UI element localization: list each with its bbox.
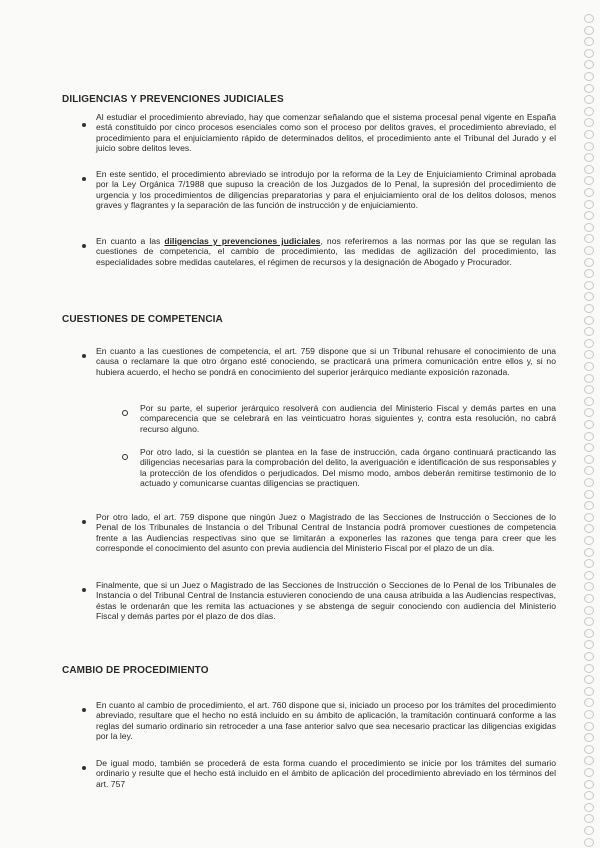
binder-hole xyxy=(584,95,594,104)
binder-hole xyxy=(584,14,594,23)
binder-hole xyxy=(584,826,594,835)
binder-hole xyxy=(584,374,594,383)
binder-hole xyxy=(584,269,594,278)
paragraph: Al estudiar el procedimiento abreviado, hay que comenzar señalando que el sistema procesal penal vigente en España está constituido por cinco procesos esenciales como son el proceso por delitos graves, el procedimiento abreviado, el procedimiento para el enjuiciamiento rápido de determinados delitos, el procedimiento ante el Tribunal del Jurado y el juicio sobre delitos leves. xyxy=(96,112,556,154)
binder-hole xyxy=(584,281,594,290)
binder-hole xyxy=(584,200,594,209)
binder-hole xyxy=(584,814,594,823)
bullet-icon xyxy=(82,177,86,181)
sub-bullet-icon xyxy=(122,410,128,416)
paragraph-text: , nos referiremos a las normas por las que se regulan las cuestiones de competencia, el cambio de procedimiento, las medidas de agilización del procedimiento, las especialidades sobre medidas cautelares, el régimen de recursos y la designación de Abogado y Procurador. xyxy=(96,236,556,267)
binder-hole xyxy=(584,675,594,684)
bullet-icon xyxy=(82,244,86,248)
binder-hole xyxy=(584,617,594,626)
bullet-icon xyxy=(82,354,86,358)
binder-hole xyxy=(584,327,594,336)
binder-hole xyxy=(584,664,594,673)
section-title-competencia: CUESTIONES DE COMPETENCIA xyxy=(62,314,223,325)
binder-hole xyxy=(584,142,594,151)
binder-hole xyxy=(584,339,594,348)
bullet-icon xyxy=(82,588,86,592)
binder-hole xyxy=(584,490,594,499)
section-title-diligencias: DILIGENCIAS Y PREVENCIONES JUDICIALES xyxy=(62,94,284,105)
binder-hole xyxy=(584,350,594,359)
binder-hole xyxy=(584,60,594,69)
binder-hole xyxy=(584,165,594,174)
paragraph: Por otro lado, el art. 759 dispone que ningún Juez o Magistrado de las Secciones de Instrucción o Secciones de lo Penal de los Tribunales de Instancia o del Tribunal Central de Instancia podrá promover cuestiones de competencia frente a las Audiencias respectivas sino que se limitarán a exponerles las razones que tenga para creer que les corresponde el conocimiento del asunto con previa audiencia del Ministerio Fiscal por el plazo de un día. xyxy=(96,512,556,554)
binder-hole xyxy=(584,26,594,35)
binder-hole xyxy=(584,745,594,754)
binder-hole xyxy=(584,455,594,464)
binder-hole xyxy=(584,432,594,441)
binder-hole xyxy=(584,118,594,127)
binder-hole xyxy=(584,292,594,301)
emphasis-text: diligencias y prevenciones judiciales xyxy=(164,236,321,246)
binder-hole xyxy=(584,362,594,371)
bullet-icon xyxy=(82,520,86,524)
sub-paragraph: Por otro lado, si la cuestión se plantea en la fase de instrucción, cada órgano continuará practicando las diligencias necesarias para la comprobación del delito, la averiguación e identificación de sus responsables y la protección de los ofendidos o perjudicados. Del mismo modo, ambos deberán remitirse testimonio de lo actuado y comunicarse cuantas diligencias se practiquen. xyxy=(140,447,556,489)
binder-hole xyxy=(584,188,594,197)
section-title-cambio: CAMBIO DE PROCEDIMIENTO xyxy=(62,665,209,676)
binder-hole xyxy=(584,223,594,232)
binder-hole xyxy=(584,536,594,545)
binder-hole xyxy=(584,420,594,429)
bullet-icon xyxy=(82,123,86,127)
binder-hole xyxy=(584,37,594,46)
binder-hole xyxy=(584,49,594,58)
binder-hole xyxy=(584,246,594,255)
binder-hole xyxy=(584,571,594,580)
binder-holes xyxy=(582,0,596,848)
bullet-icon xyxy=(82,766,86,770)
binder-hole xyxy=(584,838,594,847)
binder-hole xyxy=(584,780,594,789)
paragraph: En cuanto a las cuestiones de competencia, el art. 759 dispone que si un Tribunal rehusare el conocimiento de una causa o reclamare la que otro órgano esté conociendo, se practicará una primera comunicación entre ellos y, si no hubiera acuerdo, el hecho se pondrá en conocimiento del superior jerárquico mediante exposición razonada. xyxy=(96,346,556,377)
binder-hole xyxy=(584,768,594,777)
binder-hole xyxy=(584,606,594,615)
binder-hole xyxy=(584,385,594,394)
binder-hole xyxy=(584,501,594,510)
binder-hole xyxy=(584,304,594,313)
binder-hole xyxy=(584,629,594,638)
binder-hole xyxy=(584,698,594,707)
binder-hole xyxy=(584,559,594,568)
binder-hole xyxy=(584,176,594,185)
paragraph: En este sentido, el procedimiento abreviado se introdujo por la reforma de la Ley de Enjuiciamiento Criminal aprobada por la Ley Orgánica 7/1988 que supuso la creación de los Juzgados de lo Penal, la supresión del procedimiento de urgencia y los procedimientos de diligencias preparatorias y para el enjuiciamiento oral de los delitos dolosos, menos graves y flagrantes y la separación de las función de instrucción y de enjuiciamiento. xyxy=(96,169,556,211)
binder-hole xyxy=(584,478,594,487)
paragraph: Finalmente, que si un Juez o Magistrado de las Secciones de Instrucción o Secciones de lo Penal de los Tribunales de Instancia o del Tribunal Central de Instancia estuvieren conociendo de una causa atribuida a las Audiencias respectivas, éstas le ordenarán que les remita las actuaciones y se abstenga de seguir conociendo con audiencia del Ministerio Fiscal y demás partes por el plazo de dos días. xyxy=(96,580,556,622)
binder-hole xyxy=(584,733,594,742)
binder-hole xyxy=(584,107,594,116)
binder-hole xyxy=(584,397,594,406)
binder-hole xyxy=(584,652,594,661)
binder-hole xyxy=(584,316,594,325)
binder-hole xyxy=(584,408,594,417)
binder-hole xyxy=(584,582,594,591)
sub-paragraph: Por su parte, el superior jerárquico resolverá con audiencia del Ministerio Fiscal y demás partes en una comparecencia que se celebrará en las veinticuatro horas siguientes y, contra esta resolución, no cabrá recurso alguno. xyxy=(140,403,556,434)
sub-bullet-icon xyxy=(122,454,128,460)
binder-hole xyxy=(584,84,594,93)
binder-hole xyxy=(584,756,594,765)
binder-hole xyxy=(584,687,594,696)
binder-hole xyxy=(584,130,594,139)
bullet-icon xyxy=(82,708,86,712)
binder-hole xyxy=(584,548,594,557)
binder-hole xyxy=(584,722,594,731)
binder-hole xyxy=(584,710,594,719)
binder-hole xyxy=(584,443,594,452)
binder-hole xyxy=(584,594,594,603)
binder-hole xyxy=(584,513,594,522)
binder-hole xyxy=(584,640,594,649)
binder-hole xyxy=(584,211,594,220)
binder-hole xyxy=(584,524,594,533)
paragraph-text: En cuanto a las xyxy=(96,236,165,246)
paragraph: De igual modo, también se procederá de esta forma cuando el procedimiento se inicie por los trámites del sumario ordinario y resulte que el hecho está incluido en el ámbito de aplicación del procedimiento abreviado en los términos del art. 757 xyxy=(96,758,556,789)
binder-hole xyxy=(584,72,594,81)
binder-hole xyxy=(584,234,594,243)
binder-hole xyxy=(584,466,594,475)
binder-hole xyxy=(584,803,594,812)
binder-hole xyxy=(584,791,594,800)
binder-hole xyxy=(584,153,594,162)
paragraph: En cuanto al cambio de procedimiento, el art. 760 dispone que si, iniciado un proceso por los trámites del procedimiento abreviado, resultare que el hecho no está incluido en su ámbito de aplicación, la tramitación continuará conforme a las reglas del sumario ordinario sin retroceder a una fase anterior salvo que sea necesario practicar las diligencias exigidas por la ley. xyxy=(96,700,556,742)
binder-hole xyxy=(584,258,594,267)
paragraph xyxy=(96,236,556,267)
